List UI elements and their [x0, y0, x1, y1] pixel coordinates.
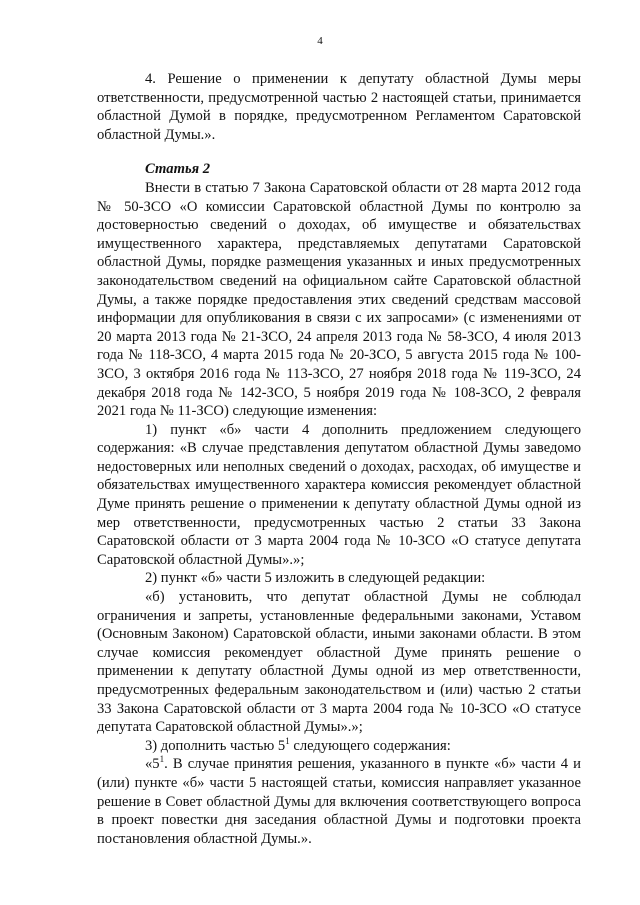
paragraph-point-2-text: «б) установить, что депутат областной Думы не соблюдал ограничения и запреты, установленные федеральными законами, Уставом (Основным Законом) Саратовской области, иными законами области. В этом случае комиссия рекомендует областной Думе принять решение о применении к депутату областной Думы одной из мер ответственности, предусмотренных федеральным законодательством и (или) частью 2 статьи 33 Закона Саратовской области от 3 марта 2004 года № 10-ЗСО «О статусе депутата Саратовской областной Думы».»; — [97, 589, 581, 736]
paragraph-point-1: 1) пункт «б» части 4 дополнить предложением следующего содержания: «В случае представления депутатом областной Думы заведомо недостоверных или неполных сведений о доходах, расходах, об имуществе и обязательствах имущественного характера комиссия рекомендует областной Думе принять решение о применении к депутату областной Думы одной из мер ответственности, предусмотренных частью 2 статьи 33 Закона Саратовской области от 3 марта 2004 года № 10-ЗСО «О статусе депутата Саратовской областной Думы».»; — [97, 421, 581, 568]
article-heading: Статья 2 — [145, 161, 211, 178]
point-3-superscript: 1 — [285, 735, 290, 746]
page-number: 4 — [317, 35, 323, 47]
paragraph-point-3 — [97, 737, 581, 756]
paragraph-intro: Внести в статью 7 Закона Саратовской области от 28 марта 2012 года № 50-ЗСО «О комиссии Саратовской областной Думы по контролю за достоверностью сведений о доходах, об имуществе и обязательствах имущественного характера, представляемых депутатами Саратовской областной Думы, порядке размещения указанных и иных предусмотренных законодательством сведений на официальном сайте Саратовской областной Думы, а также порядке предоставления этих сведений средствам массовой информации для опубликования в связи с их запросами» (с изменениями от 20 марта 2013 года № 21-ЗСО, 24 апреля 2013 года № 58-ЗСО, 4 июля 2013 года № 118-ЗСО, 4 марта 2015 года № 20-ЗСО, 5 августа 2015 года № 100-ЗСО, 3 октября 2016 года № 113-ЗСО, 27 ноября 2018 года № 119-ЗСО, 24 декабря 2018 года № 142-ЗСО, 5 ноября 2019 года № 108-ЗСО, 2 февраля 2021 года № 11-ЗСО) следующие изменения: — [97, 179, 581, 420]
point-3-text-before: «5 — [145, 756, 160, 773]
point-3-text-after: . В случае принятия решения, указанного в пункте «б» части 4 и (или) пункте «б» части 5 настоящей статьи, комиссия направляет указанное решение в Совет областной Думы для включения соответствующего вопроса в проект повестки дня заседания областной Думы и подготовки проекта постановления областной Думы.». — [97, 756, 581, 847]
point-3-text-superscript: 1 — [159, 754, 165, 765]
paragraph-point-2: 2) пункт «б» части 5 изложить в следующей редакции: — [145, 570, 486, 587]
document-body — [97, 70, 581, 848]
paragraph-point-3-text — [97, 755, 581, 848]
point-3-before: 3) дополнить частью 5 — [145, 737, 286, 754]
point-3-after: следующего содержания: — [289, 737, 451, 754]
paragraph-item-4: 4. Решение о применении к депутату областной Думы меры ответственности, предусмотренной частью 2 настоящей статьи, принимается областной Думой в порядке, предусмотренном Регламентом Саратовской областной Думы.». — [97, 71, 581, 143]
